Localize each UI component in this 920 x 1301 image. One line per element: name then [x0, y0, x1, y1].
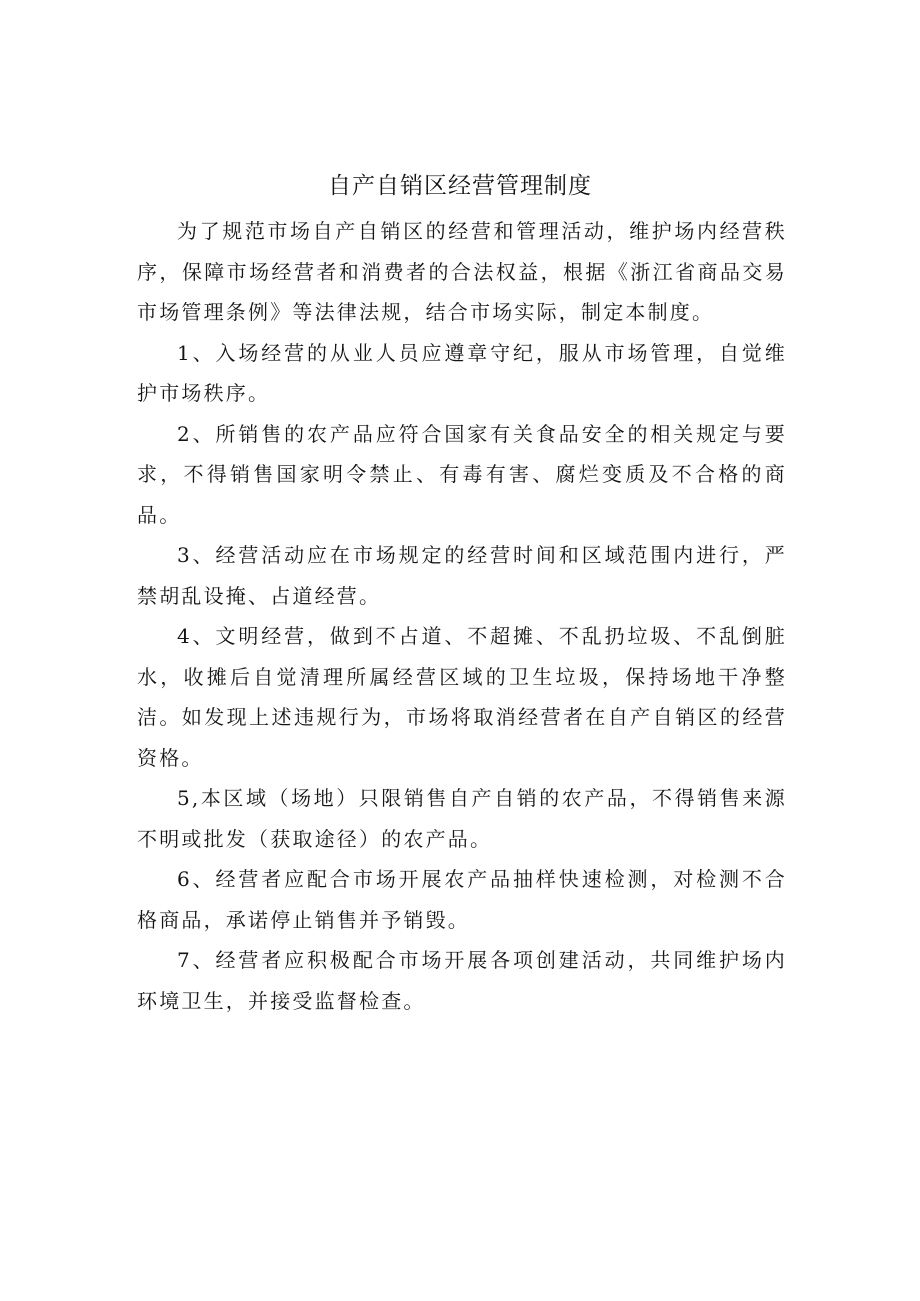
- paragraph-rule-2: 2、所销售的农产品应符合国家有关食品安全的相关规定与要求，不得销售国家明令禁止、有毒有害、腐烂变质及不合格的商品。: [137, 421, 787, 527]
- document-title: 自产自销区经营管理制度: [328, 173, 592, 199]
- paragraph-rule-1: 1、入场经营的从业人员应遵章守纪，服从市场管理，自觉维护市场秩序。: [137, 340, 787, 405]
- paragraph-rule-7: 7、经营者应积极配合市场开展各项创建活动，共同维护场内环境卫生，并接受监督检查。: [137, 948, 787, 1013]
- paragraph-rule-5: 5,本区域（场地）只限销售自产自销的农产品，不得销售来源不明或批发（获取途径）的农产品。: [137, 786, 787, 851]
- paragraph-intro: 为了规范市场自产自销区的经营和管理活动，维护场内经营秩序，保障市场经营者和消费者的合法权益，根据《浙江省商品交易市场管理条例》等法律法规，结合市场实际，制定本制度。: [137, 219, 787, 324]
- paragraph-rule-4: 4、文明经营，做到不占道、不超摊、不乱扔垃圾、不乱倒脏水，收摊后自觉清理所属经营区域的卫生垃圾，保持场地干净整洁。如发现上述违规行为，市场将取消经营者在自产自销区的经营资格。: [137, 624, 787, 770]
- document-body: [137, 211, 787, 1021]
- paragraph-rule-3: 3、经营活动应在市场规定的经营时间和区域范围内进行，严禁胡乱设掩、占道经营。: [137, 543, 787, 608]
- paragraph-rule-6: 6、经营者应配合市场开展农产品抽样快速检测，对检测不合格商品，承诺停止销售并予销毁。: [137, 867, 787, 932]
